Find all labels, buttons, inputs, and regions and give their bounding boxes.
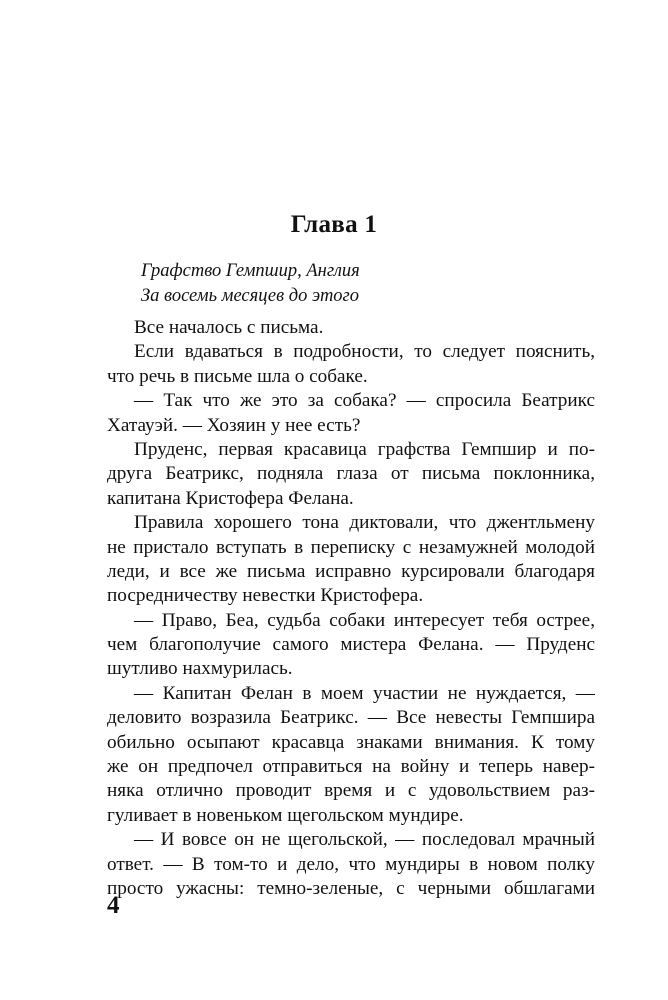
text-line: гуливает в новеньком щегольском мундире. [107,804,464,826]
epigraph [141,259,360,309]
text-line: Если вдаваться в подробности, то следует пояснить, [134,341,595,363]
text-line: капитана Кристофера Фелана. [107,487,354,509]
text-line: Все началось с письма. [134,317,324,338]
text-line: не пристало вступать в переписку с незамужней молодой [107,536,595,558]
text-line: — И вовсе он не щегольской, — последовал мрачный [134,829,595,851]
text-line: деловито возразила Беатрикс. — Все невесты Гемпшира [107,707,595,729]
text-line: леди, и все же письма исправно курсировали благодаря [107,560,595,582]
text-line: няка отлично проводит время и с удовольствием раз- [107,780,595,802]
page-number: 4 [107,892,120,919]
text-line: чем благополучие самого мистера Фелана. — Пруденс [107,634,595,656]
text-line: же он предпочел отправиться на войну и теперь навер- [107,756,595,778]
epigraph-place: Графство Гемпшир, Англия [141,261,360,281]
text-line: ответ. — В том-то и дело, что мундиры в новом полку [107,853,595,875]
text-line: друга Беатрикс, подняла глаза от письма поклонника, [107,463,595,485]
text-line: просто ужасны: темно-зеленые, с черными обшлагами [107,877,595,899]
text-line: обильно осыпают красавца знаками внимания. К тому [107,731,595,753]
text-line: шутливо нахмурилась. [107,658,293,680]
text-line: Хатауэй. — Хозяин у нее есть? [107,414,361,436]
body-text [107,316,595,901]
text-line: Правила хорошего тона диктовали, что джентльмену [134,512,595,534]
epigraph-time: За восемь месяцев до этого [141,286,360,306]
text-line: — Право, Беа, судьба собаки интересует тебя острее, [134,609,595,631]
text-line: Пруденс, первая красавица графства Гемпшир и по- [134,438,595,460]
text-line: посредничеству невестки Кристофера. [107,585,424,607]
chapter-title: Глава 1 [290,211,378,238]
text-line: что речь в письме шла о собаке. [107,365,368,387]
text-line: — Так что же это за собака? — спросила Беатрикс [134,390,595,412]
text-line: — Капитан Фелан в моем участии не нуждается, — [134,682,595,704]
